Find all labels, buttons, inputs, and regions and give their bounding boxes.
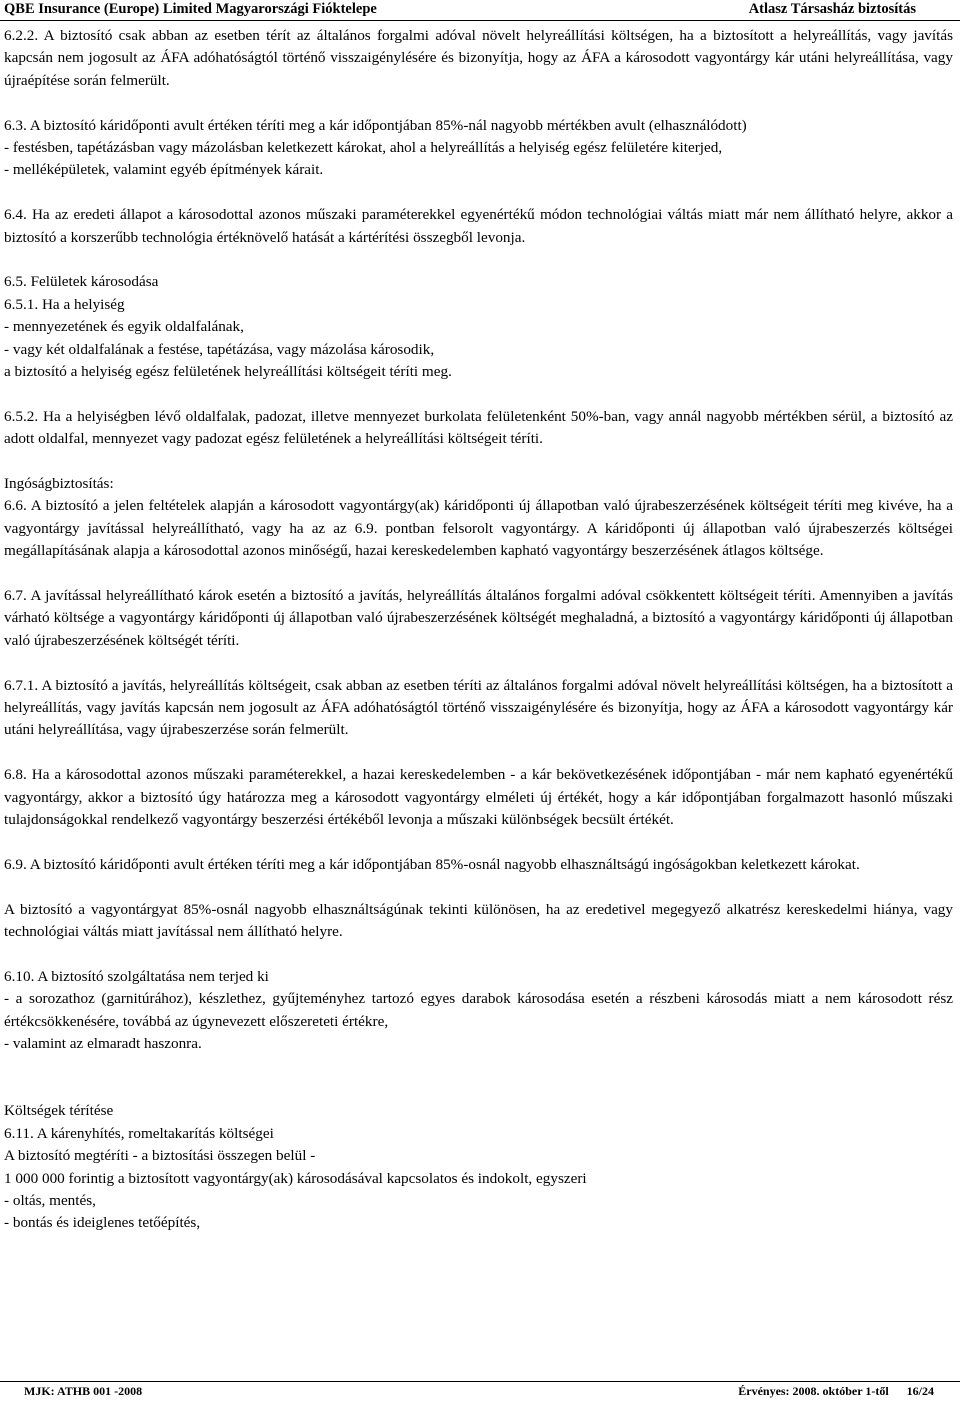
clause-6-3-intro: 6.3. A biztosító káridőponti avult értéken téríti meg a kár időpontjában 85%-nál nagyobb mértékben avult (elhasználódott) [4,116,747,134]
clause-6-7-1: 6.7.1. A biztosító a javítás, helyreállítás költségeit, csak abban az esetben téríti az általános forgalmi adóval növelt helyreállítási költségen, ha a biztosított a helyreállítás, vagy javítás kapcsán nem jogosult az ÁFA adóhatóságtól történő visszaigénylésére és bizonyítja, hogy az ÁFA a károsodott vagyontárgy kár utáni helyreállítása, vagy újrabeszerzése során felmerült. [4,676,953,739]
clause-6-5 [0,271,953,383]
clause-6-11 [0,1100,953,1234]
clause-6-5-2: 6.5.2. Ha a helyiségben lévő oldalfalak, padozat, illetve mennyezet burkolata felületenként 50%-ban, vagy annál nagyobb mértékben sérül, a biztosító az adott oldalfal, mennyezet vagy padozat egész felületének a helyreállítási költségeit téríti. [4,407,953,448]
clause-6-9-extension: A biztosító a vagyontárgyat 85%-osnál nagyobb elhasználtságúnak tekinti különösen, ha az eredetivel megegyező alkatrész kereskedelmi hiánya, vagy technológiai váltás miatt javítással nem állítható helyre. [4,900,953,941]
clause-6-5-1-closing: a biztosító a helyiség egész felületének helyreállítási költségeit téríti meg. [4,363,452,381]
clause-6-4: 6.4. Ha az eredeti állapot a károsodottal azonos műszaki paraméterekkel egyenértékű módon technológiai váltás miatt már nem állítható helyre, akkor a biztosító a korszerűbb technológia értéknövelő hatását a kártérítési összegből levonja. [4,206,953,246]
clause-6-7: 6.7. A javítással helyreállítható károk esetén a biztosító a javítás, helyreállítás általános forgalmi adóval csökkentett költségeit téríti. Amennyiben a javítás várható költsége a vagyontárgy káridőponti új állapotban való újrabeszerzésének költségét meghaladná, a biztosító a vagyontárgy káridőponti új állapotban való újrabeszerzésének költségét téríti. [4,587,953,649]
section-heading: Ingóságbiztosítás: [4,475,114,493]
page-header [0,0,960,20]
footer-document-code: MJK: ATHB 001 -2008 [24,1384,143,1398]
footer-divider [0,1381,960,1382]
clause-6-11-line: A biztosító megtéríti - a biztosítási összegen belül - [4,1147,316,1165]
clause-6-8: 6.8. Ha a károsodottal azonos műszaki paraméterekkel, a hazai kereskedelemben - a kár bekövetkezésének időpontjában - már nem kapható egyenértékű vagyontárgy, akkor a biztosító úgy határozza meg a károsodott vagyontárgy elméleti új értékét, hogy a kár időpontjában forgalmazott hasonló műszaki tulajdonságokkal rendelkező vagyontárgy beszerzési értékéből levonja a műszaki különbségek becsült értékét. [4,766,953,829]
list-item: - valamint az elmaradt haszonra. [4,1035,202,1053]
list-item: - a sorozathoz (garnitúrához), készlethez, gyűjteményhez tartozó egyes darabok károsodása esetén a részbeni károsodás miatt a nem károsodott rész értékcsökkenésére, továbbá az úgynevezett előszereteti értékre, [4,990,953,1030]
list-item: - mennyezetének és egyik oldalfalának, [4,318,244,336]
list-item: - vagy két oldalfalának a festése, tapétázása, vagy mázolása károsodik, [4,340,435,358]
document-body [0,25,953,1235]
header-divider [0,20,960,21]
clause-6-10-heading: 6.10. A biztosító szolgáltatása nem terjed ki [4,967,269,985]
header-product: Atlasz Társasház biztosítás [748,1,916,17]
clause-6-10 [0,966,953,1056]
list-item: - oltás, mentés, [4,1191,96,1209]
section-heading: 6.5. Felületek károsodása [4,273,159,291]
clause-6-11-line: 1 000 000 forintig a biztosított vagyontárgy(ak) károsodásával kapcsolatos és indokolt, egyszeri [4,1169,587,1187]
clause-6-3-item: - festésben, tapétázásban vagy mázolásban keletkezett károkat, ahol a helyreállítás a helyiség egész felületére kiterjed, [4,139,723,157]
list-item: - bontás és ideiglenes tetőépítés, [4,1214,201,1232]
clause-6-5-1: 6.5.1. Ha a helyiség [4,295,125,313]
clause-6-2-2: 6.2.2. A biztosító csak abban az esetben térít az általános forgalmi adóval növelt helyreállítási költségen, ha a biztosított a helyreállítás, vagy javítás kapcsán nem jogosult az ÁFA adóhatóságtól történő visszaigénylésére és bizonyítja, hogy az ÁFA a károsodott vagyontárgy kár utáni helyreállítása, vagy újraépítése során felmerült. [4,27,953,89]
clause-6-11-heading: 6.11. A kárenyhítés, romeltakarítás költségei [4,1124,274,1142]
clause-6-3 [0,115,953,182]
section-heading: Költségek térítése [4,1102,114,1120]
header-company: QBE Insurance (Europe) Limited Magyarországi Fióktelepe [4,1,377,17]
clause-6-9: 6.9. A biztosító káridőponti avult értéken téríti meg a kár időpontjában 85%-osnál nagyobb elhasználtságú ingóságokban keletkezett károkat. [4,855,860,873]
clause-6-6-body: 6.6. A biztosító a jelen feltételek alapján a károsodott vagyontárgy(ak) káridőponti új állapotban való újrabeszerzésének költségeit téríti meg kivéve, ha a vagyontárgy javítással helyreállítható, vagy ha az az 6.9. pontban felsorolt vagyontárgy. A káridőponti új állapotban való újrabeszerzés költségei megállapításának alapja a károsodottal azonos minőségű, hazai kereskedelemben kapható vagyontárgy beszerzésének átlagos költsége. [4,497,953,560]
footer-validity-page: Érvényes: 2008. október 1-től 16/24 [738,1384,934,1398]
clause-6-3-item: - melléképületek, valamint egyéb építmények kárait. [4,161,324,179]
clause-6-6 [0,473,953,563]
